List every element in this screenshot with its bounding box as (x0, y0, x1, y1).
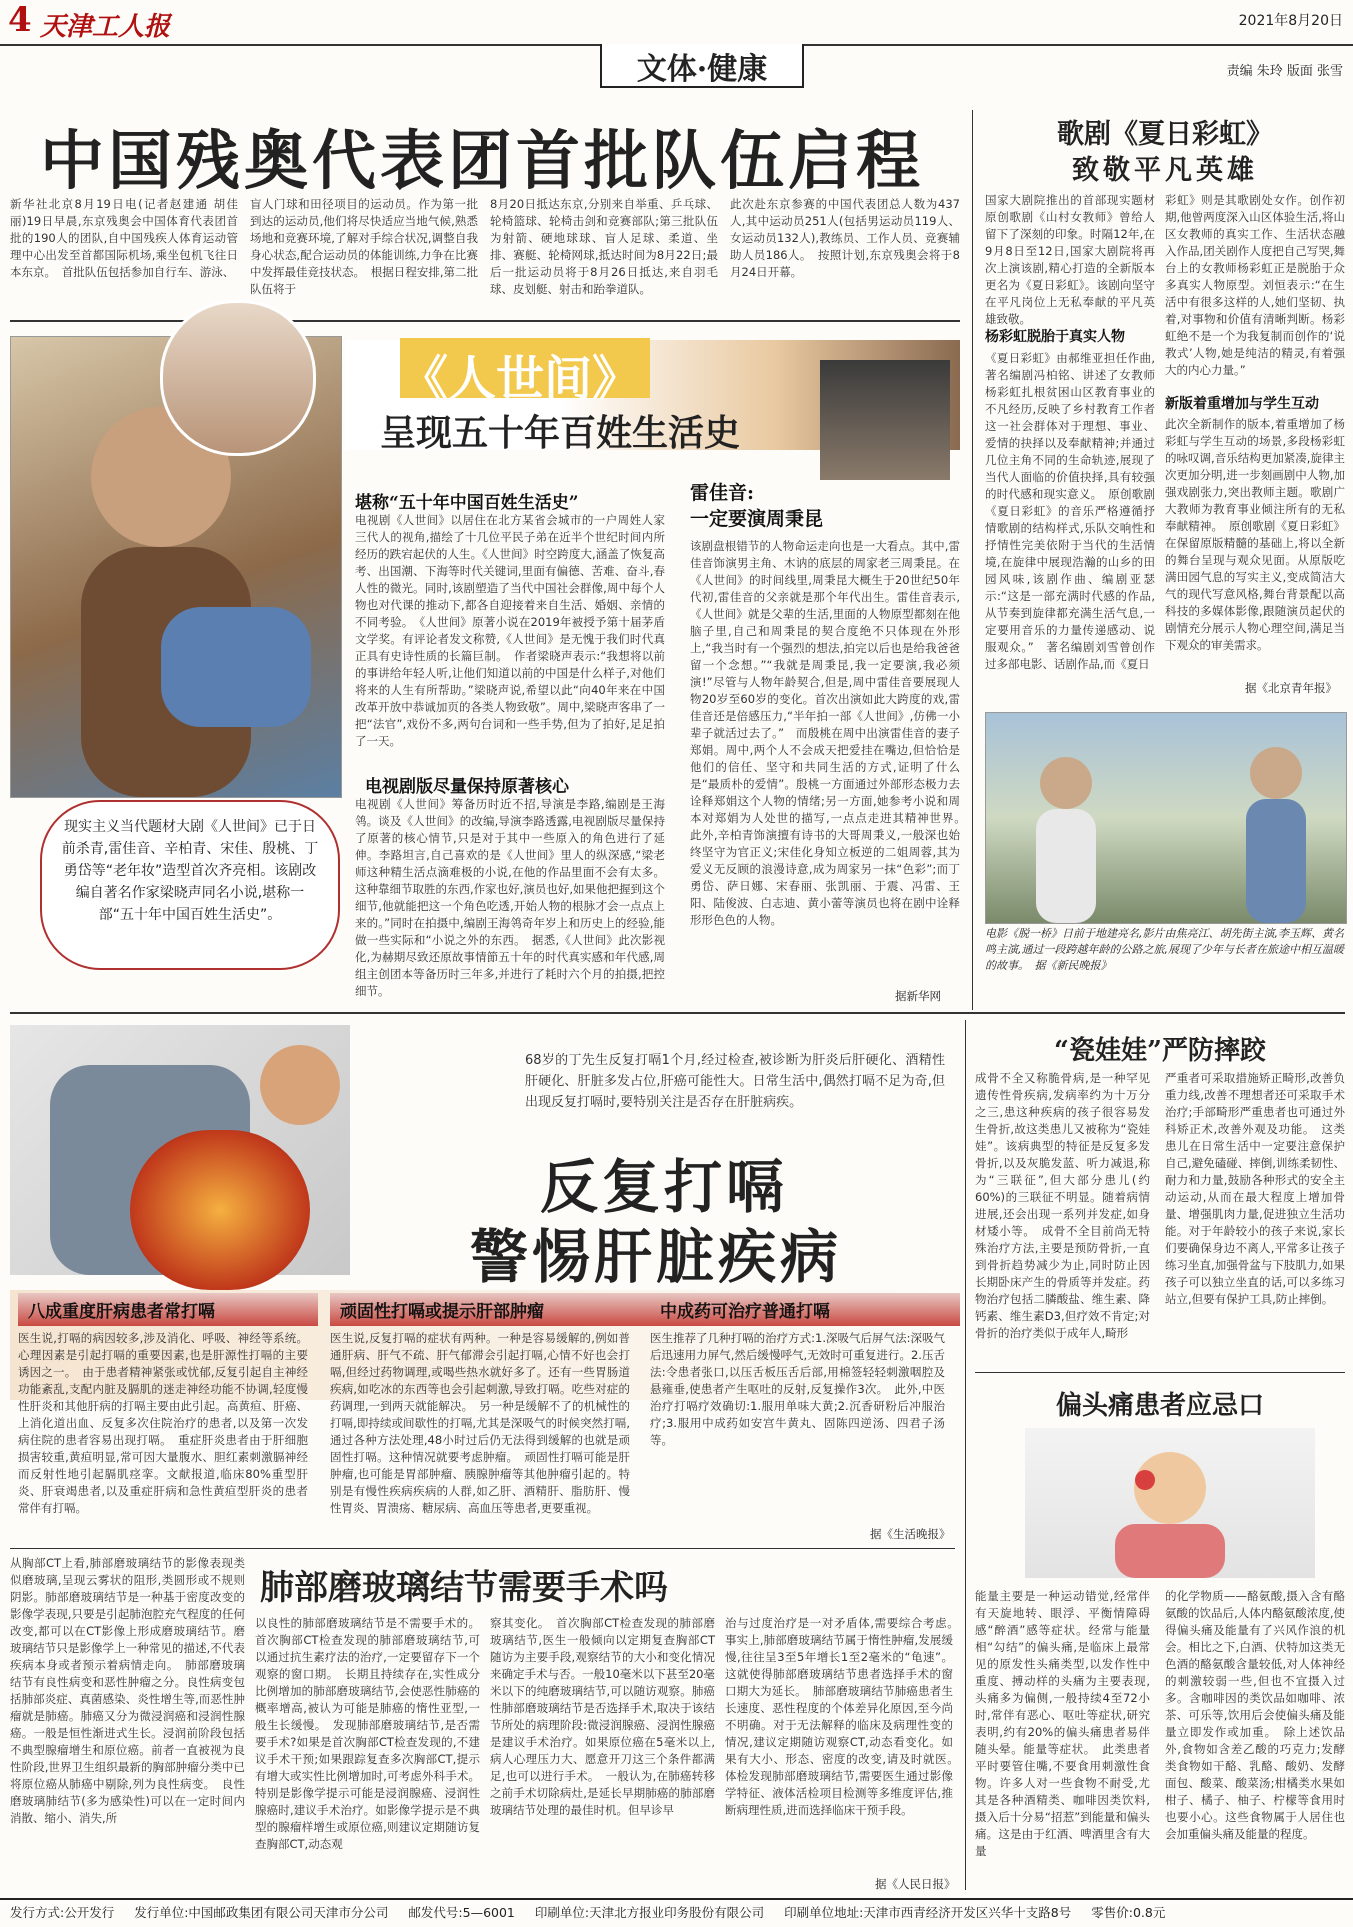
headache-figure-icon (1025, 1428, 1315, 1578)
renjian-title: 《人世间》 (400, 351, 641, 407)
column-divider-2 (965, 1020, 966, 1890)
film-caption: 电影《脱一桥》日前于地建亮名,影片由焦亮江、胡先街主演,李玉辉、黄名鸣主演,通过一段跨越年龄的公路之旅,展现了少年与长者在旅途中相互温暖的故事。 据《新民晚报》 (985, 927, 1344, 972)
mid-rule (10, 1012, 1345, 1014)
liver-source: 据《生活晚报》 (870, 1527, 951, 1541)
page-number: 4 (8, 0, 32, 40)
footer-item: 邮发代号:5—6001 (408, 1905, 515, 1920)
stomach-illustration (130, 1130, 310, 1290)
headache-illustration (1025, 1428, 1315, 1578)
lead-col-1: 新华社北京8月19日电(记者赵建通 胡佳丽)19日早晨,东京残奥会中国体育代表团首批的190人的团队,自中国残疾人体育运动管理中心出发至首都国际机场,乘坐包机飞往日本东京。 首批队伍包括参加自行车、游泳、 (10, 197, 238, 279)
liver-title-1: 反复打嗝 (540, 1153, 789, 1221)
lead-col-3: 8月20日抵达东京,分别来自举重、乒乓球、轮椅篮球、轮椅击剑和竞赛部队;第三批队伍为射箭、硬地球球、盲人足球、柔道、坐排、赛艇、轮椅网球,抵达时间为8月22日;最后一批运动员将于8月26日抵达,来自羽毛球、皮划艇、射击和跆拳道队。 (490, 197, 718, 296)
renjian-h2: 电视剧版尽量保持原著核心 (365, 777, 569, 797)
renjian-caption: 现实主义当代题材大剧《人世间》已于日前杀青,雷佳音、辛柏青、宋佳、殷桃、丁勇岱等“老年妆”造型首次齐亮相。该剧改编自著名作家梁晓声同名小说,堪称一部“五十年中国百姓生活史”。 (40, 800, 340, 970)
renjian-p1: 电视剧《人世间》以居住在北方某省会城市的一户周姓人家三代人的视角,描绘了十几位平民子弟在近半个世纪时间内所经历的跌宕起伏的人生。《人世间》时空跨度大,涵盖了恢复高考、出国潮、下海等时代关键词,里面有偏德、苦难、奋斗,春人性的微光。同时,该剧塑造了当代中国社会群像,周中每个人物也对代课的推动下,都各自迎接着来自生活、婚姻、亲情的不同考验。 《人世间》原著小说在2019年被授予第十届茅盾文学奖。有评论者发文称赞,《人世间》是无愧于我们时代真正具有史诗性质的长篇巨制。 作者梁晓声表示:“我想将以前的事讲给年轻人听,让他们知道以前的中国是什么样子,对他们将来的人生有所帮助。”梁晓声说,希望以此“向40年来在中国改革开放中恭诚加页的各类人物致敬”。周中,梁晓声客串了一把“法官”,戏份不多,两句台词和一些手势,但为了拍好,足足拍了一天。 (355, 513, 665, 748)
footer-item: 印刷单位:天津北方报业印务股份有限公司 (534, 1905, 765, 1920)
liver-b1: 医生说,打嗝的病因较多,涉及消化、呼吸、神经等系统。心理因素是引起打嗝的重要因素,也是肝源性打嗝的主要诱因之一。 由于患者精神紧张或忧郁,反复引起自主神经功能紊乱,支配内脏及膈肌的迷走神经功能不协调,轻度慢性肝炎和其他肝病的打嗝主要由此引起。高黄疸、肝癌、上消化道出血、反复多次住院治疗的患者,以及第一次发病住院的患者容易出现打嗝。 重症肝炎患者由于肝细胞损害较重,黄疸明显,常可因大量腹水、胆红素刺激膈神经而反射性地引起膈肌痉挛。文献报道,临床80%重型肝炎、肝衰竭患者,以及重症肝病和急性黄疸型肝炎的患者常伴有打嗝。 (18, 1331, 308, 1515)
opera-title-1: 歌剧《夏日彩虹》 (1057, 119, 1273, 150)
footer-item: 发行单位:中国邮政集团有限公司天津市分公司 (134, 1905, 389, 1920)
liver-intro: 68岁的丁先生反复打嗝1个月,经过检查,被诊断为肝炎后肝硬化、酒精性肝硬化、肝脏多发占位,肝癌可能性大。日常生活中,偶然打嗝不足为奇,但出现反复打嗝时,要特别关注是否存在肝脏病疾。 (525, 1053, 945, 1110)
headache-title: 偏头痛患者应忌口 (1055, 1391, 1264, 1421)
opera-p4: 此次全新制作的版本,着重增加了杨彩虹与学生互动的场景,多段杨彩虹的咏叹调,音乐结构更加紧凑,旋律主次更加分明,进一步刻画剧中人物,加强戏剧张力,突出教师主题。歌剧广大教师为教育事业倾注所有的无私奉献精神。 原创歌剧《夏日彩虹》在保留原版精髓的基础上,将以全新的舞台呈现与观众见面。从原版吃满田园气息的写实主义,变成简洁大气的现代写意风格,舞台背景配以高科技的多媒体影像,跟随演员起伏的剧情充分展示人物心理空间,满足当下观众的审美需求。 (1165, 417, 1345, 652)
liver-b3-heading: 中成药可治疗普通打嗝 (650, 1293, 960, 1326)
liver-b2-heading: 顽固性打嗝或提示肝部肿瘤 (330, 1293, 650, 1326)
renjian-h3: 雷佳音: 一定要演周秉昆 (690, 482, 824, 530)
lung-title: 肺部磨玻璃结节需要手术吗 (260, 1568, 668, 1608)
lung-c3: 察其变化。 首次胸部CT检查发现的肺部磨玻璃结节,医生一般倾向以定期复查胸部CT随访为主要手段,观察结节的大小和变化情况来确定手术与否。一般10毫米以下甚至20毫米以下的纯磨玻璃结节,可以随访观察。肺癌性肺部磨玻璃结节是否选择手术,取决于该结节所处的病理阶段:微浸润腺癌、浸润性腺癌是建议手术治疗。如果原位癌在5毫米以上,病人心理压力大、愿意开刀这三个条件都满足,也可以进行手术。 一般认为,在肺癌转移之前手术切除病灶,是延长早期肺癌的肺部磨玻璃结节处理的最佳时机。但早诊早 (490, 1616, 715, 1817)
lead-headline: 中国残奥代表团首批队伍启程 (40, 124, 924, 199)
column-divider (972, 110, 973, 1010)
liver-b3: 医生推荐了几种打嗝的治疗方式:1.深吸气后屏气法:深吸气后迅速用力屏气,然后缓慢呼气,无效时可重复进行。2.压舌法:令患者张口,以压舌板压舌后部,用棉签轻轻刺激咽腔及悬雍垂,使患者产生呕吐的反射,反复操作3次。 此外,中医治疗打嗝疗效确切:1.服用单味大黄;2.沉香研粉后冲服治疗;3.服用中成药如安宫牛黄丸、固陈四逆汤、四君子汤等。 (650, 1331, 945, 1447)
footer-item: 印刷单位地址:天津市西青经济开发区兴华十支路8号 (784, 1905, 1072, 1920)
doll-rule (975, 1372, 1345, 1373)
section-title: 文体·健康 (600, 44, 804, 88)
renjian-h1: 堪称“五十年中国百姓生活史” (355, 493, 579, 513)
renjian-p2: 电视剧《人世间》筹备历时近不招,导演是李路,编剧是王海鸰。谈及《人世间》的改编,导演李路透露,电视剧版尽量保持了原著的核心情节,只是对于其中一些原入的角色进行了延伸。李路坦言,自己喜欢的是《人世间》里人的纵深感,“梁老师这种精生活点滴难极的小说,在他的作品里面不会有太多。这种靠细节取胜的东西,作家也好,演员也好,如果他把握到这个细节,他就能把这一个角色吃透,开始人物的根脉才会一点点上来的。”同时在拍摄中,编剧王海鸰奇年岁上和历史上的经验,能做一些实际和“小说之外的东西。 据悉,《人世间》此次影视化,为赫期尽致还原故事情節五十年的时代真实感和年代感,周组主创团本等备历时三年多,并进行了耗时六个月的拍摄,把控细节。 (355, 797, 665, 998)
film-photo (985, 712, 1347, 924)
footer (0, 1898, 1353, 1927)
lung-c4: 治与过度治疗是一对矛盾体,需要综合考虑。 事实上,肺部磨玻璃结节属于惰性肿瘤,发展缓慢,往往呈3至5年增长1至2毫米的“龟速”。这就使得肺部磨玻璃结节患者选择手术的窗口期大为延长。 肺部磨玻璃结节肺癌患者生长速度、恶性程度的个体差异化原因,至今尚不明确。对于无法解释的临床及病理性变的情况,建议定期随访观察CT,动态看变化。如果有大小、形态、密度的改变,请及时就医。 体检发现肺部磨玻璃结节,需要医生通过影像学特征、液体活检项目检测等多维度评估,推断病理性质,进而选择临床干预手段。 (725, 1616, 965, 1817)
liver-title-2: 警惕肝脏疾病 (470, 1223, 843, 1291)
opera-source: 据《北京青年报》 (1245, 681, 1337, 695)
lung-rule (10, 1548, 955, 1549)
newspaper-name: 天津工人报 (40, 12, 171, 42)
opera-title-2: 致敬平凡英雄 (1072, 155, 1258, 186)
editors-credit: 责编 朱玲 版面 张雪 (1226, 64, 1343, 79)
issue-date: 2021年8月20日 (1238, 13, 1343, 29)
opera-h2: 新版着重增加与学生互动 (1165, 396, 1319, 412)
doll-p1: 成骨不全又称脆骨病,是一种罕见遗传性骨疾病,发病率约为十万分之三,患这种疾病的孩子很容易发生骨折,故这类患儿又被称为“瓷娃娃”。该病典型的特征是反复多发骨折,以及灰脆发蓝、听力减退,称为“三联征”,但大部分患儿(约60%)的三联征不明显。随着病情进展,还会出现一系列并发症,如身材矮小等。 成骨不全目前尚无特殊治疗方法,主要是预防骨折,一直到骨折趋势减少为止,同时防止因长期卧床产生的骨质等并发症。药物治疗包括二膦酸盐、维生素、降钙素、维生素D3,但疗效不肯定;对骨折的治疗类似于成年人,畸形 (975, 1071, 1150, 1340)
headache-c1: 能量主要是一种运动错觉,经常伴有天旋地转、眼浮、平衡情障碍感“醉酒”感等症状。经常与能量相“勾结”的偏头痛,是临床上最常见的原发性头痛类型,以发作性中重度、搏动样的头痛为主要表现,头痛多为偏侧,一般持续4至72小时,常伴有恶心、呕吐等症状,研究表明,约有20%的偏头痛患者易伴随头晕。能量等症状。 此类患者平时要管住嘴,不要食用刺激性食物。许多人对一些食物不耐受,尤其是各种酒精类、咖啡因类饮料,摄入后十分易“招惹”到能量和偏头痛。这是由于红酒、啤酒里含有大量 (975, 1589, 1150, 1858)
doll-title: “瓷娃娃”严防摔跤 (1054, 1036, 1266, 1066)
lead-col-4: 此次赴东京参赛的中国代表团总人数为437人,其中运动员251人(包括男运动员119人、女运动员132人),教练员、工作人员、竞赛辅助人员186人。 按照计划,东京残奥会将于8月24日开幕。 (730, 197, 960, 279)
headache-c2: 的化学物质——酪氨酸,摄入含有酪氨酸的饮品后,人体内酪氨酸浓度,使得偏头痛及能量有了兴风作浪的机会。相比之下,白酒、伏特加这类无色酒的酪氨酸含量较低,对人体神经的刺激较弱一些,但也不宜摄入过多。含咖啡因的类饮品如咖啡、浓茶、可乐等,饮用后会使偏头痛及能量立即发作或加重。 除上述饮品外,食物如含差乙酸的巧克力;发酵类食物如干酪、乳酪、酸奶、发酵面包、酸菜、酸菜汤;柑橘类水果如柑子、橘子、柚子、柠檬等食用时也要小心。这些食物属于人居住也会加重偏头痛及能量的程度。 (1165, 1589, 1345, 1841)
footer-item: 零售价:0.8元 (1091, 1905, 1166, 1920)
lead-col-2: 盲人门球和田径项目的运动员。作为第一批到达的运动员,他们将尽快适应当地气候,熟悉场地和竞赛环境,了解对手综合状况,调整自我身心状态,配合运动员的体能训练,力争在比赛中发挥最佳竞技状态。 根据日程安排,第二批队伍将于 (250, 197, 478, 296)
lead-rule (10, 320, 960, 322)
actress-photo (820, 360, 950, 480)
opera-p2: 《夏日彩虹》由郝维亚担任作曲,著名编剧冯柏铭、讲述了女教师杨彩虹扎根贫困山区教育事业的不凡经历,反映了乡村教育工作者这一社会群体对于理想、事业、爱情的抉择以及奉献精神;并通过几位主角不同的生命轨迹,展现了当代人面临的价值抉择,具有较强的时代感和现实意义。 原创歌剧《夏日彩虹》的音乐严格遵循抒情歌剧的结构样式,乐队交响性和抒情性完美依附于当代的生活情境,在旋律中展现浩瀚的山乡的田园风味,该剧作曲、编剧亚瑟示:“这是一部充满时代感的作品,从节奏到旋律都充满生活气息,一定要用音乐的力量传递感动、说服观众。” 著名编剧刘雪曾创作过多部电影、话剧作品,而《夏日 (985, 351, 1155, 671)
lung-c1: 从胸部CT上看,肺部磨玻璃结节的影像表现类似磨玻璃,呈现云雾状的阻形,类圆形或不规则阴影。肺部磨玻璃结节是一种基于密度改变的影像学表现,只要是引起肺泡腔充气程度的任何改变,都可以在CT影像上形成磨玻璃结节。磨玻璃结节只是影像学上一种常见的描述,不代表疾病本身或者预示着病情走向。 肺部磨玻璃结节有良性病变和恶性肿瘤之分。良性病变包括肺部炎症、真菌感染、炎性增生等,而恶性肿瘤就是肺癌。肺癌又分为微浸润癌和浸润性腺癌。一般是恒性渐进式生长。浸润前阶段包括不典型腺瘤增生和原位癌。前者一直被视为良性阶段,世界卫生组织最新的胸部肿瘤分类中已将原位癌从肺癌中剔除,列为良性病变。 良性磨玻璃肺结节(多为感染性)可以在一定时间内消散、缩小、消失,所 (10, 1556, 245, 1825)
film-figures-icon (986, 713, 1346, 923)
opera-h1: 杨彩虹脱胎于真实人物 (985, 329, 1125, 345)
opera-p1: 国家大剧院推出的首部现实题材原创歌剧《山村女教师》曾给人留下了深刻的印象。时隔12年,在9月8日至12日,国家大剧院将再次上演该剧,精心打造的全新版本更名为《夏日彩虹》。该剧向坚守在平凡岗位上无私奉献的平凡英雄致敬。 (985, 193, 1155, 326)
liver-b1-heading: 八成重度肝病患者常打嗝 (18, 1293, 318, 1326)
lung-c2: 以良性的肺部磨玻璃结节是不需要手术的。首次胸部CT检查发现的肺部磨玻璃结节,可以通过抗生素疗法的治疗,一定要留存下一个观察的窗口期。 长期且持续存在,实性成分比例增加的肺部磨玻璃结节,会使恶性肺癌的概率增高,被认为可能是肺癌的惰性亚型,一般生长缓慢。 发现肺部磨玻璃结节,是否需要手术?如果是首次胸部CT检查发现的,不建议手术干预;如果跟踪复查多次胸部CT,提示有增大或实性比例增加时,可考虑外科手术。特别是影像学提示可能是浸润腺癌、浸润性腺癌时,建议手术治疗。如影像学提示是不典型的腺瘤样增生或原位癌,则建议定期随访复查胸部CT,动态观 (255, 1616, 480, 1851)
footer-item: 发行方式:公开发行 (10, 1905, 115, 1920)
doll-p2: 严重者可采取措施矫正畸形,改善负重力线,改善不理想者还可采取手术治疗;手部畸形严重患者也可通过外科矫正术,改善外观及功能。 这类患儿在日常生活中一定要注意保护自己,避免磕碰、摔倒,训练柔韧性、耐力和力量,鼓励各种形式的安全主动运动,从而在最大程度上增加骨量、增强肌肉力量,促进独立生活功能。对于年龄较小的孩子来说,家长们要确保身边不离人,平常多让孩子练习坐直,加强骨盆与下肢肌力,如果孩子可以独立坐直的话,可以多练习站立,但要有保护工具,防止摔倒。 (1165, 1071, 1345, 1306)
liver-b2: 医生说,反复打嗝的症状有两种。一种是容易缓解的,例如普通肝病、肝气不疏、肝气郁滞会引起打嗝,心情不好也会打嗝,但经过药物调理,或喝些热水就好多了。还有一些胃肠道疾病,如吃冰的东西等也会引起刺激,导致打嗝。吃些对症的药调理,一到两天就能解决。 另一种是缓解不了的机械性的打嗝,即持续或间歇性的打嗝,尤其是深吸气的时候突然打嗝,通过各种方法处理,48小时过后仍无法得到缓解的也就是顽固性打嗝。这种情况就要考虑肿瘤。 顽固性打嗝可能是肝肿瘤,也可能是胃部肿瘤、胰腺肿瘤等其他肿瘤引起的。特别是有慢性疾病疾病的人群,如乙肝、酒精肝、脂肪肝、慢性胃炎、胃溃疡、糖尿病、高血压等患者,更要重视。 (330, 1331, 630, 1515)
renjian-p3: 该剧盘根错节的人物命运走向也是一大看点。其中,雷佳音饰演男主角、木讷的底层的周家老三周秉昆。在《人世间》的时间线里,周秉昆大概生于20世纪50年代初,雷佳音的父亲就是那个年代出生。雷佳音表示,《人世间》就是父辈的生活,里面的人物原型都刻在他脑子里,自己和周秉昆的契合度绝不只体现在外形上,“我当时有一个强烈的想法,拍完以后也是给我爸爸留一个念想。”“我就是周秉昆,我一定要演,我必须演!”尽管与人物年龄契合,但是,周中雷佳音要展现人物20岁至60岁的变化。首次出演如此大跨度的戏,雷佳音还是倍感压力,“半年拍一部《人世间》,仿佛一小辈子就活过去了。” 而殷桃在周中出演雷佳音的妻子郑娟。周中,两个人不会成天把爱挂在嘴边,但恰恰是他们的信任、坚守和共同生活的方式,证明了什么是“最质朴的爱情”。殷桃一方面通过外部形态极力去诠释郑娟这个人物的情绪;另一方面,她参考小说和周本对郑娟为人处世的描写,一点点走进其精神世界。 此外,辛柏青饰演擅有诗书的大哥周秉义,一般深也始终坚守为官正义;宋佳化身知立板逆的二姐周蓉,其为爱义无反顾的浪漫诗意,成为周家另一抹“色彩”;而丁勇岱、萨日娜、宋春丽、张凯丽、于震、冯雷、王阳、陆俊波、白志迪、黄小蕾等演员也将在剧中诠释形形色色的人物。 (690, 539, 972, 927)
opera-p3: 彩虹》则是其歌剧处女作。创作初期,他曾两度深入山区体验生活,将山区女教师的真实工作、生活状态融入作品,团关剧作人度把自己写哭,舞台上的女教师杨彩虹正是脱胎于众多真实人物原型。刘恒表示:“在生活中有很多这样的人,她们坚韧、执着,对事物和价值有清晰判断。杨彩虹绝不是一个为我复制而创作的‘说教式’人物,她是纯洁的精灵,有着强大的内心力量。” (1165, 193, 1345, 377)
lung-source: 据《人民日报》 (875, 1877, 956, 1891)
renjian-subtitle: 呈现五十年百姓生活史 (380, 412, 741, 454)
actress-inset-photo (160, 300, 316, 456)
renjian-source: 据新华网 (895, 989, 941, 1003)
